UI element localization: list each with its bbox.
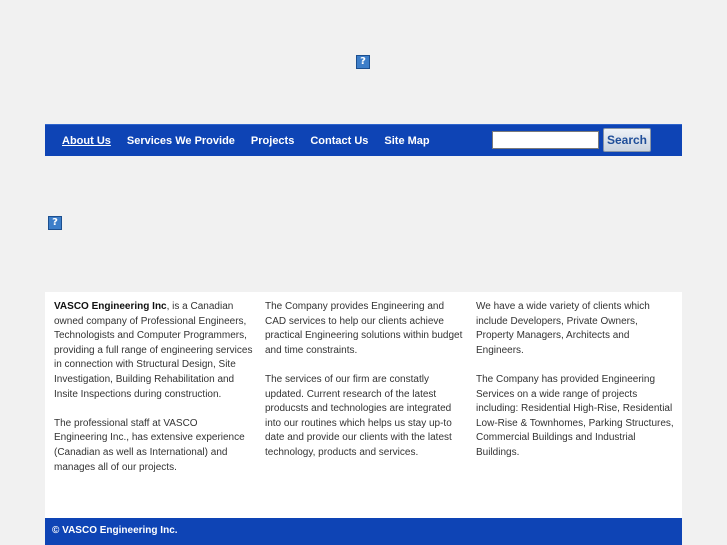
about-paragraph-1-text: , is a Canadian owned company of Professional Engineers, Technologists and Computer Programmers, providing a full range of engineering services in connection with Structural Design, Site Investigation, Building Rehabilitation and Insite Inspections during construction. <box>54 301 253 400</box>
search-button[interactable]: Search <box>603 128 651 152</box>
broken-image-icon <box>48 216 62 230</box>
content-column-clients <box>476 300 675 475</box>
about-paragraph-2: The professional staff at VASCO Engineering Inc., has extensive experience (Canadian as well as International) and manages all of our projects. <box>54 417 245 473</box>
services-paragraph-1: The Company provides Engineering and CAD services to help our clients achieve practical Engineering solutions within budget and time constraints. <box>265 301 463 356</box>
clients-paragraph-1: We have a wide variety of clients which include Developers, Private Owners, Property Managers, Architects and Engineers. <box>476 301 650 356</box>
nav-services[interactable]: Services We Provide <box>126 134 235 147</box>
clients-paragraph-2: The Company has provided Engineering Services on a wide range of projects including: Residential High-Rise, Residential Low-Rise & Townhomes, Parking Structures, Commercial Buildings and Industrial Buildings. <box>476 373 674 458</box>
content-column-about <box>54 300 253 490</box>
company-name: VASCO Engineering Inc <box>54 301 167 312</box>
search-input[interactable] <box>492 131 599 149</box>
about-paragraph-1 <box>54 300 253 402</box>
content-column-services <box>265 300 464 475</box>
footer-bar <box>45 518 682 545</box>
nav-about-us[interactable]: About Us <box>62 134 111 147</box>
footer-copyright: © VASCO Engineering Inc. <box>52 525 178 536</box>
services-paragraph-2: The services of our firm are constatly updated. Current research of the latest producsts and technologies are integrated into our routines which helps us stay up-to date and provide our clients with the latest technology, products and services. <box>265 373 452 458</box>
content-panel <box>45 292 682 518</box>
broken-image-icon <box>356 55 370 69</box>
nav-projects[interactable]: Projects <box>250 134 295 147</box>
nav-site-map[interactable]: Site Map <box>384 134 430 147</box>
nav-links <box>62 125 446 156</box>
main-navbar <box>45 124 682 156</box>
nav-contact-us[interactable]: Contact Us <box>310 134 369 147</box>
